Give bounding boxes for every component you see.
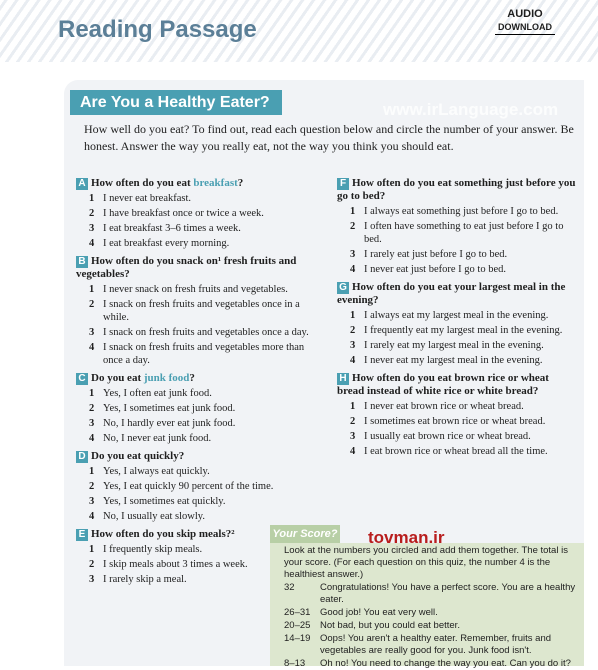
answer-text: I usually eat brown rice or wheat bread. <box>364 431 531 442</box>
answer-option[interactable] <box>89 510 316 523</box>
watermark: www.irLanguage.com <box>383 100 559 119</box>
answer-text: No, I usually eat slowly. <box>103 511 205 522</box>
answer-number: 2 <box>89 481 95 492</box>
question-text <box>76 450 316 463</box>
answer-option[interactable] <box>89 432 316 445</box>
score-row <box>284 620 584 632</box>
answer-option[interactable] <box>89 283 316 296</box>
answer-text: I never eat breakfast. <box>103 193 192 204</box>
answer-text: Yes, I always eat quickly. <box>103 466 210 477</box>
answer-number: 4 <box>89 433 95 444</box>
answer-number: 1 <box>89 193 95 204</box>
score-range: 20–25 <box>284 620 311 631</box>
answer-option[interactable] <box>89 207 316 220</box>
score-rows <box>284 582 584 670</box>
question-text <box>76 255 316 281</box>
question-block <box>337 372 577 458</box>
answer-option[interactable] <box>89 387 316 400</box>
answer-number: 4 <box>350 446 356 457</box>
score-range: 14–19 <box>284 633 311 644</box>
quiz-intro: How well do you eat? To find out, read each question below and circle the number of your answer. Be honest. Answer the way you really eat, not the way you think you should eat. <box>84 122 574 153</box>
answer-option[interactable] <box>89 495 316 508</box>
question-block <box>76 255 316 367</box>
answer-number: 3 <box>89 223 95 234</box>
answer-number: 2 <box>89 208 95 219</box>
answer-text: I eat breakfast every morning. <box>103 238 230 249</box>
answer-text: I snack on fresh fruits and vegetables once a day. <box>103 327 309 338</box>
question-prompt: Do you eat <box>91 372 144 384</box>
question-keyword: junk food <box>143 372 190 384</box>
answer-option[interactable] <box>350 309 577 322</box>
answer-option[interactable] <box>350 354 577 367</box>
question-letter: H <box>337 373 349 385</box>
answer-option[interactable] <box>89 298 316 324</box>
question-text <box>337 177 577 203</box>
question-block <box>76 372 316 445</box>
answer-text: I always eat something just before I go to bed. <box>364 206 559 217</box>
answer-text: I skip meals about 3 times a week. <box>103 559 248 570</box>
answer-number: 3 <box>89 327 95 338</box>
score-range: 26–31 <box>284 607 311 618</box>
question-letter: G <box>337 282 349 294</box>
score-content <box>284 545 584 670</box>
answer-text: I always eat my largest meal in the evening. <box>364 310 549 321</box>
question-letter: F <box>337 178 349 190</box>
question-text <box>337 372 577 398</box>
answer-text: Yes, I often eat junk food. <box>103 388 212 399</box>
question-block <box>337 177 577 276</box>
score-description: Not bad, but you could eat better. <box>320 620 460 631</box>
answer-option[interactable] <box>350 430 577 443</box>
answer-text: I rarely skip a meal. <box>103 574 187 585</box>
audio-label: AUDIO <box>507 8 543 20</box>
answer-number: 1 <box>89 284 95 295</box>
score-range: 32 <box>284 582 295 593</box>
answer-text: I rarely eat just before I go to bed. <box>364 249 508 260</box>
question-letter: C <box>76 373 88 385</box>
answer-option[interactable] <box>89 417 316 430</box>
answer-number: 3 <box>89 496 95 507</box>
answer-text: Yes, I sometimes eat junk food. <box>103 403 236 414</box>
answer-number: 4 <box>89 511 95 522</box>
download-label: DOWNLOAD <box>495 21 555 35</box>
answer-number: 3 <box>89 418 95 429</box>
question-prompt: How often do you eat brown rice or wheat bread instead of white rice or white bread? <box>337 372 549 397</box>
question-block <box>76 450 316 523</box>
answer-number: 1 <box>89 544 95 555</box>
answer-option[interactable] <box>89 465 316 478</box>
answer-option[interactable] <box>350 415 577 428</box>
score-row <box>284 633 584 657</box>
audio-download-button[interactable] <box>495 8 555 35</box>
question-text <box>76 372 316 385</box>
score-row <box>284 582 584 606</box>
answer-text: I frequently skip meals. <box>103 544 203 555</box>
answer-option[interactable] <box>350 400 577 413</box>
answer-number: 2 <box>350 416 356 427</box>
answer-option[interactable] <box>350 263 577 276</box>
answer-option[interactable] <box>89 480 316 493</box>
answer-text: I often have something to eat just before I go to bed. <box>364 221 564 245</box>
answer-text: I eat brown rice or wheat bread all the time. <box>364 446 548 457</box>
answer-option[interactable] <box>350 324 577 337</box>
score-tab: Your Score? <box>270 525 340 543</box>
score-row <box>284 658 584 670</box>
answer-text: I never eat my largest meal in the evening. <box>364 355 543 366</box>
question-prompt: Do you eat quickly? <box>91 450 185 462</box>
question-letter: B <box>76 256 88 268</box>
question-block <box>76 177 316 250</box>
answer-number: 2 <box>89 559 95 570</box>
answer-text: I never eat just before I go to bed. <box>364 264 506 275</box>
question-prompt: How often do you eat your largest meal in the evening? <box>337 281 566 306</box>
answer-number: 1 <box>350 310 356 321</box>
question-letter: D <box>76 451 88 463</box>
question-prompt: How often do you snack on¹ fresh fruits and vegetables? <box>76 255 297 280</box>
answer-text: I never eat brown rice or wheat bread. <box>364 401 524 412</box>
answer-option[interactable] <box>350 205 577 218</box>
answer-text: No, I never eat junk food. <box>103 433 212 444</box>
answer-text: Yes, I eat quickly 90 percent of the time. <box>103 481 274 492</box>
answer-number: 4 <box>89 342 95 353</box>
answer-text: I snack on fresh fruits and vegetables once in a while. <box>103 299 300 323</box>
answer-number: 1 <box>350 401 356 412</box>
answer-number: 2 <box>350 221 356 232</box>
answer-text: I eat breakfast 3–6 times a week. <box>103 223 241 234</box>
score-intro: Look at the numbers you circled and add them together. The total is your score. (For each question on this quiz, the number 4 is the healthiest answer.) <box>284 545 568 580</box>
question-prompt: How often do you skip meals?² <box>91 528 235 540</box>
answer-option[interactable] <box>89 326 316 339</box>
answer-option[interactable] <box>89 402 316 415</box>
question-letter: E <box>76 529 88 541</box>
answer-number: 3 <box>350 249 356 260</box>
question-block <box>337 281 577 367</box>
question-prompt: How often do you eat <box>91 177 194 189</box>
questions-right-column <box>337 177 577 463</box>
answer-text: I rarely eat my largest meal in the evening. <box>364 340 544 351</box>
answer-option[interactable] <box>89 192 316 205</box>
answer-number: 3 <box>350 431 356 442</box>
answer-number: 1 <box>89 388 95 399</box>
answer-number: 2 <box>89 403 95 414</box>
question-keyword: breakfast <box>193 177 238 189</box>
answer-option[interactable] <box>350 445 577 458</box>
answer-number: 2 <box>350 325 356 336</box>
answer-number: 4 <box>350 264 356 275</box>
answer-option[interactable] <box>89 341 316 367</box>
site-mark: tovman.ir <box>368 528 445 547</box>
answer-option[interactable] <box>89 237 316 250</box>
answer-number: 4 <box>89 238 95 249</box>
question-text <box>76 177 316 190</box>
answer-text: Yes, I sometimes eat quickly. <box>103 496 226 507</box>
question-letter: A <box>76 178 88 190</box>
question-end: ? <box>237 177 244 189</box>
answer-number: 1 <box>350 206 356 217</box>
score-description: Congratulations! You have a perfect score. You are a healthy eater. <box>320 582 576 605</box>
answer-text: No, I hardly ever eat junk food. <box>103 418 236 429</box>
page-title: Reading Passage <box>58 16 257 43</box>
answer-number: 3 <box>89 574 95 585</box>
score-row <box>284 607 584 619</box>
answer-text: I snack on fresh fruits and vegetables more than once a day. <box>103 342 305 366</box>
answer-number: 2 <box>89 299 95 310</box>
answer-text: I sometimes eat brown rice or wheat bread. <box>364 416 546 427</box>
answer-option[interactable] <box>350 220 577 246</box>
score-description: Good job! You eat very well. <box>320 607 438 618</box>
answer-option[interactable] <box>350 248 577 261</box>
question-end: ? <box>189 372 195 384</box>
question-text <box>337 281 577 307</box>
answer-text: I frequently eat my largest meal in the evening. <box>364 325 563 336</box>
answer-text: I never snack on fresh fruits and vegetables. <box>103 284 288 295</box>
answer-number: 3 <box>350 340 356 351</box>
quiz-title: Are You a Healthy Eater? <box>70 90 282 115</box>
answer-option[interactable] <box>89 222 316 235</box>
answer-number: 1 <box>89 466 95 477</box>
score-range: 8–13 <box>284 658 306 669</box>
question-prompt: How often do you eat something just before you go to bed? <box>337 177 576 202</box>
answer-option[interactable] <box>350 339 577 352</box>
answer-text: I have breakfast once or twice a week. <box>103 208 264 219</box>
score-description: Oops! You aren't a healthy eater. Remember, fruits and vegetables are really good for you. Junk food isn't. <box>320 633 552 656</box>
answer-number: 4 <box>350 355 356 366</box>
score-description: Oh no! You need to change the way you eat. Can you do it? <box>320 658 571 669</box>
